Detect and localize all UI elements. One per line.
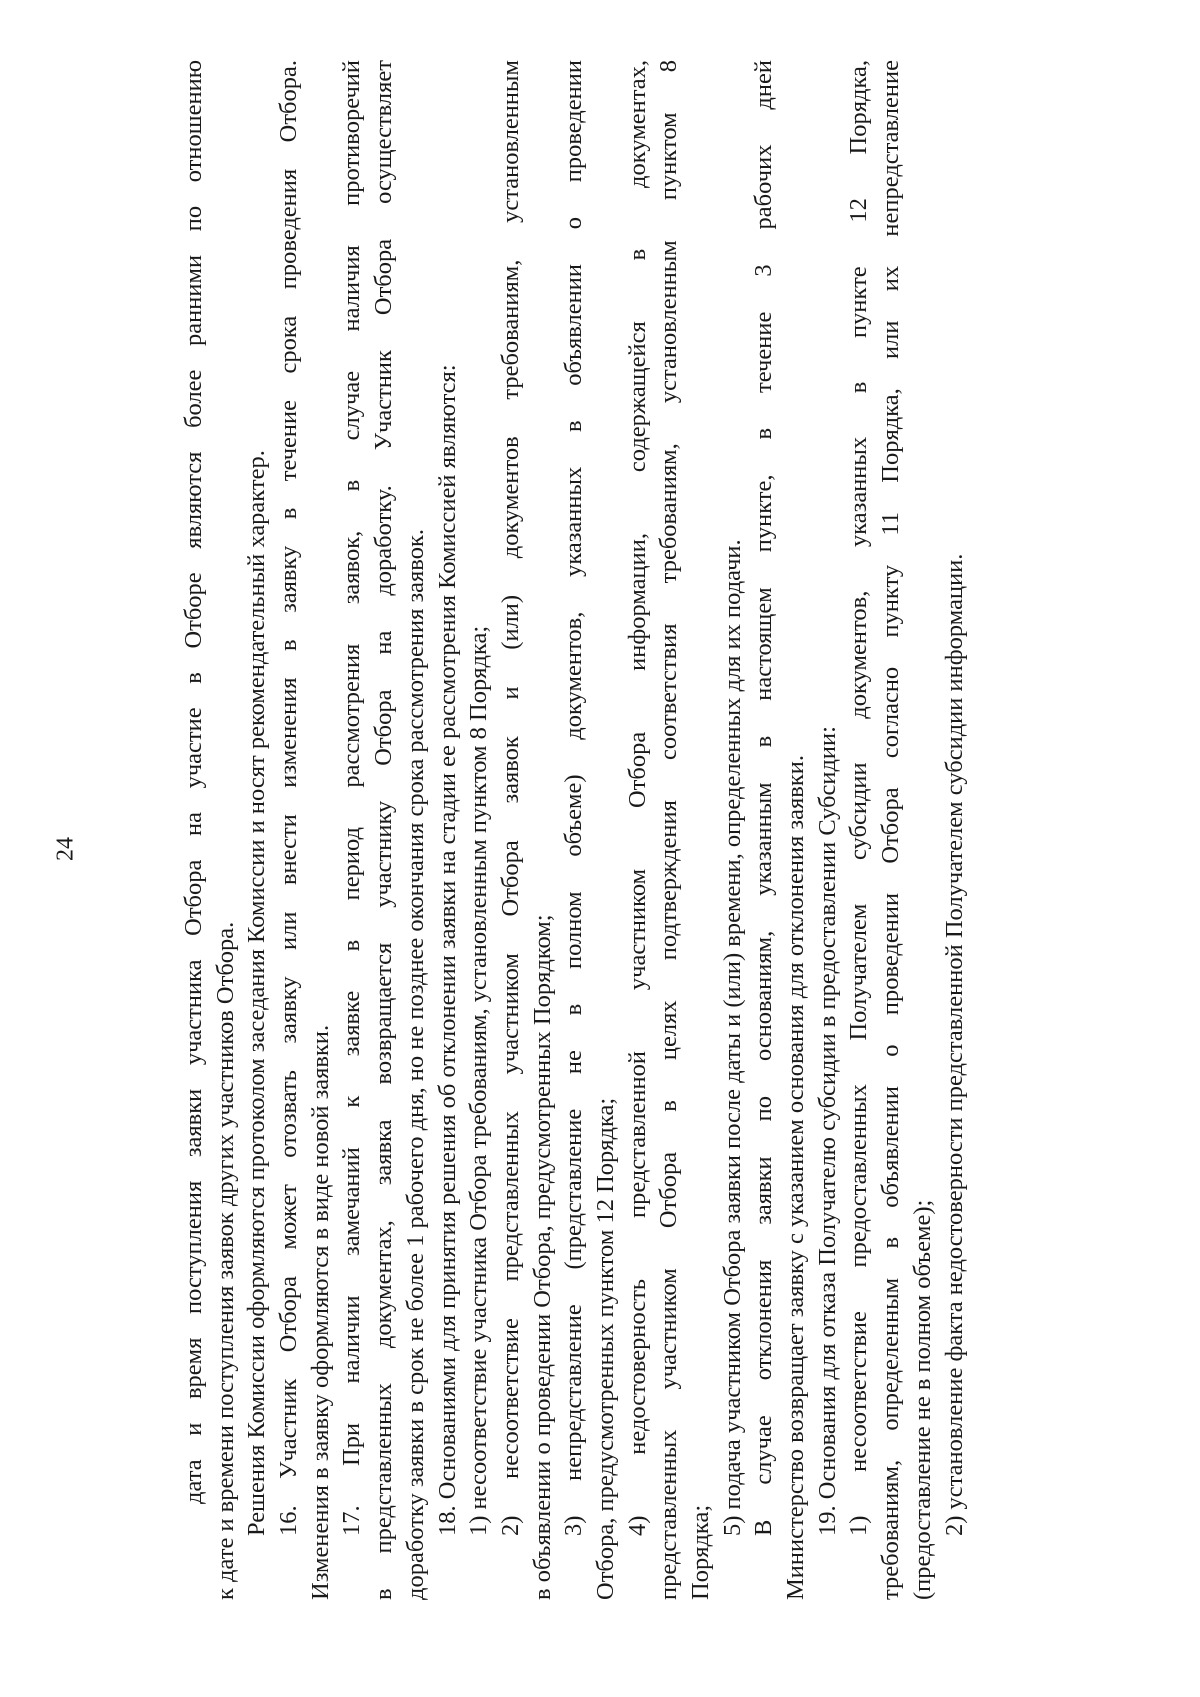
text-line: Министерство возвращает заявку с указанием основания для отклонения заявки.	[782, 755, 810, 1600]
text-line: Порядка;	[687, 1504, 714, 1600]
text-line: дата и время поступления заявки участника Отбора на участие в Отборе являются более ранними по отношению	[180, 60, 207, 1504]
page-number: 24	[52, 837, 79, 861]
text-line: Отбора, предусмотренных пунктом 12 Порядка;	[591, 1097, 619, 1600]
text-line: к дате и времени поступления заявок других участников Отбора.	[211, 921, 239, 1600]
text-line: требованиям, определенным в объявлении о проведении Отбора согласно пункту 11 Порядка, или их непредставление	[877, 60, 905, 1600]
text-line: представленных участником Отбора в целях подтверждения соответствия требованиям, установленным пунктом 8	[655, 60, 683, 1600]
text-line: доработку заявки в срок не более 1 рабочего дня, но не позднее окончания срока рассмотрения заявок.	[401, 529, 429, 1600]
text-line: 19. Основания для отказа Получателю субсидии в предоставлении Субсидии:	[813, 726, 841, 1536]
document-body	[178, 60, 970, 1600]
text-line: 4) недостоверность представленной участником Отбора информации, содержащейся в документах,	[623, 60, 651, 1536]
text-line: 5) подача участником Отбора заявки после даты и (или) времени, определенных для их подачи.	[718, 539, 746, 1536]
text-line: 17. При наличии замечаний к заявке в период рассмотрения заявок, в случае наличия противоречий	[338, 60, 366, 1536]
text-line: Решения Комиссии оформляются протоколом заседания Комиссии и носят рекомендательный характер.	[243, 450, 271, 1536]
text-line: Изменения в заявку оформляются в виде новой заявки.	[306, 1024, 334, 1600]
text-line: 1) несоответствие участника Отбора требованиям, установленным пунктом 8 Порядка;	[465, 625, 493, 1536]
text-line: 3) непредставление (представление не в полном объеме) документов, указанных в объявлении о проведении	[560, 60, 588, 1536]
text-line: 16. Участник Отбора может отозвать заявку или внести изменения в заявку в течение срока проведения Отбора.	[275, 60, 303, 1536]
text-line: (предоставление не в полном объеме);	[908, 1199, 936, 1600]
text-line: в объявлении о проведении Отбора, предусмотренных Порядком;	[528, 914, 556, 1600]
text-line: 2) несоответствие представленных участником Отбора заявок и (или) документов требованиям, установленным	[496, 60, 524, 1536]
text-line: 1) несоответствие предоставленных Получателем субсидии документов, указанных в пункте 12 Порядка,	[845, 60, 873, 1536]
text-line: В случае отклонения заявки по основаниям, указанным в настоящем пункте, в течение 3 рабочих дней	[750, 60, 778, 1536]
text-line: в представленных документах, заявка возвращается участнику Отбора на доработку. Участник Отбора осуществляет	[370, 60, 398, 1600]
text-line: 2) установление факта недостоверности представленной Получателем субсидии информации.	[940, 553, 968, 1536]
text-line: 18. Основаниями для принятия решения об отклонении заявки на стадии ее рассмотрения Комиссией являются:	[433, 364, 461, 1536]
